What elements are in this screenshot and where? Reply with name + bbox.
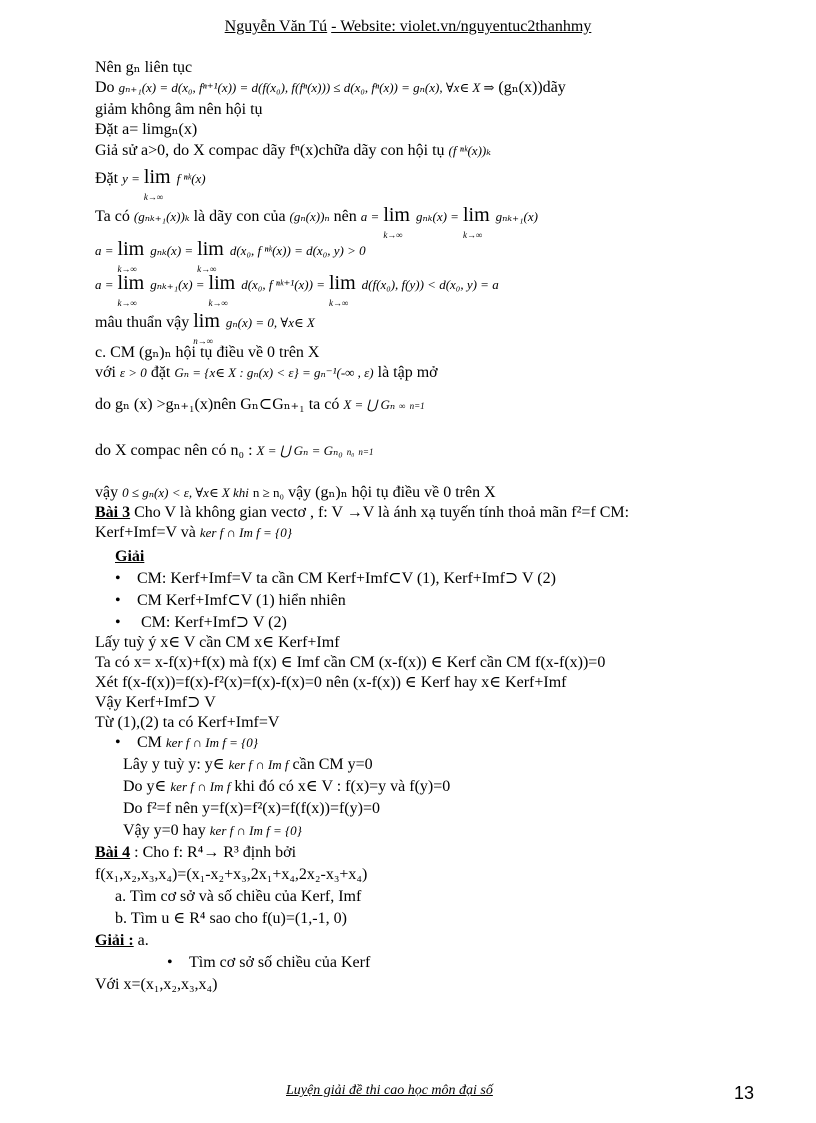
line: mâu thuẩn vậy lim n→∞ gₙ(x) = 0, ∀x∈ X	[95, 310, 315, 346]
limit-operator: lim k→∞	[329, 272, 356, 308]
page-number: 13	[734, 1083, 755, 1103]
line: Từ (1),(2) ta có Kerf+Imf=V	[95, 714, 280, 731]
list-item: • Tìm cơ sở số chiều của Kerf	[167, 954, 371, 971]
line: Giải : a.	[95, 932, 149, 949]
limit-operator: lim k→∞	[117, 238, 145, 274]
line: Nên gₙ liên tục	[95, 59, 193, 76]
limit-operator: lim k→∞	[383, 204, 410, 240]
limit-operator: lim n→∞	[193, 310, 220, 346]
line: Do f²=f nên y=f(x)=f²(x)=f(f(x))=f(y)=0	[123, 800, 380, 817]
header-website: - Website: violet.vn/nguyentuc2thanhmy	[331, 18, 592, 35]
line: vậy 0 ≤ gₙ(x) < ε, ∀x∈ X khi n ≥ n₀ vậy (gₙ)ₙ hội tụ điều về 0 trên X	[95, 484, 496, 501]
exercise-heading: Bài 3	[95, 504, 131, 521]
line: Ta có x= x-f(x)+f(x) mà f(x) ∈ Imf cần CM (x-f(x)) ∈ Kerf cần CM f(x-f(x))=0	[95, 654, 606, 671]
formula: (f ⁿᵏ(x))ₖ	[448, 143, 491, 158]
limit-operator: lim k→∞	[208, 272, 236, 308]
line: Vậy Kerf+Imf⊃ V	[95, 694, 216, 711]
document-body	[95, 58, 785, 997]
line: Bài 3 Cho V là không gian vectơ , f: V →V là ánh xạ tuyến tính thoả mãn f²=f CM:	[95, 504, 630, 521]
line: Do gₙ₊₁(x) = d(x₀, fⁿ⁺¹(x)) = d(f(x₀), f(fⁿ(x))) ≤ d(x₀, fⁿ(x)) = gₙ(x), ∀x∈ X ⇒ (gₙ(x))dãy	[95, 79, 566, 96]
limit-operator: lim k→∞	[117, 272, 145, 308]
line: a = lim k→∞ gₙₖ(x) = lim k→∞ d(x₀, f ⁿᵏ(x)) = d(x₀, y) > 0	[95, 238, 366, 274]
solution-heading: Giải :	[95, 932, 134, 949]
line: Vậy y=0 hay ker f ∩ Im f = {0}	[123, 822, 302, 839]
line: Do y∈ ker f ∩ Im f khi đó có x∈ V : f(x)=y và f(y)=0	[123, 778, 451, 795]
line: do gₙ (x) >gₙ₊₁(x)nên Gₙ⊂Gₙ₊₁ ta có X = ⋃ Gₙ ∞ n=1	[95, 396, 425, 413]
line: Lây y tuỳ y: y∈ ker f ∩ Im f cần CM y=0	[123, 756, 373, 773]
line: Xét f(x-f(x))=f(x)-f²(x)=f(x)-f(x)=0 nên (x-f(x)) ∈ Kerf hay x∈ Kerf+Imf	[95, 674, 567, 691]
line: Ta có (gₙₖ₊₁(x))ₖ là dãy con của (gₙ(x))ₙ nên a = lim k→∞ gₙₖ(x) = lim k→∞ gₙₖ₊₁(x)	[95, 204, 538, 240]
footer-title: Luyện giải đề thi cao học môn đại số	[286, 1083, 493, 1098]
list-item: • CM: Kerf+Imf=V ta cần CM Kerf+Imf⊂V (1), Kerf+Imf⊃ V (2)	[115, 570, 556, 587]
list-item: b. Tìm u ∈ R⁴ sao cho f(u)=(1,-1, 0)	[115, 910, 347, 927]
list-item: • CM Kerf+Imf⊂V (1) hiển nhiên	[115, 592, 346, 609]
limit-operator: lim k→∞	[197, 238, 224, 274]
line: Đặt a= limgₙ(x)	[95, 121, 198, 138]
page-header	[0, 18, 816, 36]
line: c. CM (gₙ)ₙ hội tụ điều về 0 trên X	[95, 344, 320, 361]
line: Giả sử a>0, do X compac dãy fⁿ(x)chữa dãy con hội tụ (f ⁿᵏ(x))ₖ	[95, 142, 491, 159]
formula: gₙ₊₁(x) = d(x₀, fⁿ⁺¹(x)) = d(f(x₀), f(fⁿ(x))) ≤ d(x₀, fⁿ(x)) = gₙ(x), ∀x∈ X ⇒	[118, 80, 495, 95]
line: giảm không âm nên hội tụ	[95, 101, 263, 118]
line: Bài 4 : Cho f: R⁴→ R³ định bởi	[95, 844, 297, 861]
list-item: a. Tìm cơ sở và số chiều của Kerf, Imf	[115, 888, 362, 905]
line: f(x₁,x₂,x₃,x₄)=(x₁-x₂+x₃,2x₁+x₄,2x₂-x₃+x₄)	[95, 866, 368, 883]
list-item: • CM ker f ∩ Im f = {0}	[115, 734, 259, 751]
header-author: Nguyễn Văn Tú	[224, 18, 328, 35]
line: Với x=(x₁,x₂,x₃,x₄)	[95, 976, 218, 993]
line: do X compac nên có n₀ : X = ⋃ Gₙ = Gₙ₀ n₀ n=1	[95, 442, 374, 459]
solution-heading: Giải	[115, 548, 145, 565]
line: Kerf+Imf=V và ker f ∩ Im f = {0}	[95, 524, 292, 541]
limit-operator: lim k→∞	[462, 204, 490, 240]
line: a = lim k→∞ gₙₖ₊₁(x) = lim k→∞ d(x₀, f ⁿᵏ⁺¹(x)) = lim k→∞ d(f(x₀), f(y)) < d(x₀, y) = a	[95, 272, 499, 308]
line: Lấy tuỳ ý x∈ V cần CM x∈ Kerf+Imf	[95, 634, 340, 651]
limit-operator: lim k→∞	[143, 166, 171, 202]
line: Đặt y = lim k→∞ f ⁿᵏ(x)	[95, 166, 206, 202]
line: với ε > 0 đặt Gₙ = {x∈ X : gₙ(x) < ε} = gₙ⁻¹(-∞ , ε) là tập mở	[95, 364, 438, 381]
exercise-heading: Bài 4	[95, 844, 131, 861]
list-item: • CM: Kerf+Imf⊃ V (2)	[115, 614, 287, 631]
